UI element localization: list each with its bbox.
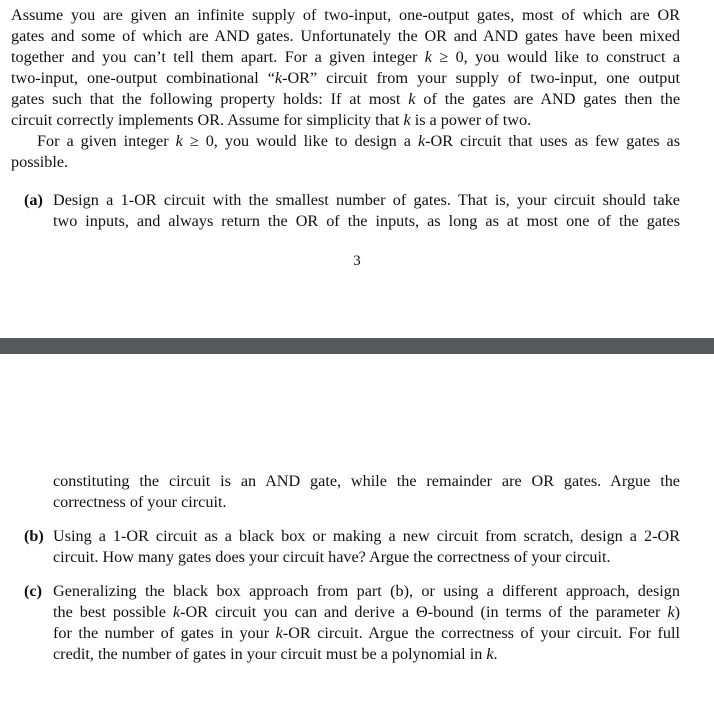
part-c-line-2: the best possible k-OR circuit you can and derive a Θ-bound (in terms of the parameter k) [53, 603, 681, 621]
part-a-line-2: two inputs, and always return the OR of the inputs, as long as at most one of the gates [53, 212, 680, 230]
part-b-line-1: Using a 1-OR circuit as a black box or making a new circuit from scratch, design a 2-OR [53, 527, 680, 545]
part-a-line-3: constituting the circuit is an AND gate, while the remainder are OR gates. Argue the [53, 472, 680, 490]
page-top [0, 0, 714, 338]
para2-line-1: For a given integer k ≥ 0, you would like to design a k-OR circuit that uses as few gates as [37, 132, 681, 150]
page-bottom [0, 354, 714, 720]
intro-line-3: together and you can’t tell them apart. For a given integer k ≥ 0, you would like to construct a [11, 48, 681, 66]
page-break-bar [0, 338, 714, 354]
intro-line-6: circuit correctly implements OR. Assume for simplicity that k is a power of two. [11, 111, 532, 129]
part-c-line-1: Generalizing the black box approach from part (b), or using a different approach, design [53, 582, 680, 600]
page-number: 3 [353, 253, 361, 269]
para2-line-2: possible. [11, 153, 69, 171]
part-b-label: (b) [24, 527, 44, 545]
part-c-line-3: for the number of gates in your k-OR circuit. Argue the correctness of your circuit. For full [53, 624, 681, 642]
intro-line-4: two-input, one-output combinational “k-OR” circuit from your supply of two-input, one output [11, 69, 680, 87]
part-a-line-1: Design a 1-OR circuit with the smallest number of gates. That is, your circuit should take [53, 191, 680, 209]
part-b-line-2: circuit. How many gates does your circuit have? Argue the correctness of your circuit. [53, 548, 611, 566]
part-a-line-4: correctness of your circuit. [53, 493, 227, 511]
intro-line-5: gates such that the following property holds: If at most k of the gates are AND gates then the [11, 90, 680, 108]
part-a-label: (a) [24, 191, 43, 209]
part-c-label: (c) [24, 582, 42, 600]
intro-line-2: gates and some of which are AND gates. Unfortunately the OR and AND gates have been mixed [11, 27, 680, 45]
intro-line-1: Assume you are given an infinite supply of two-input, one-output gates, most of which are OR [11, 6, 680, 24]
part-c-line-4: credit, the number of gates in your circuit must be a polynomial in k. [53, 645, 498, 663]
